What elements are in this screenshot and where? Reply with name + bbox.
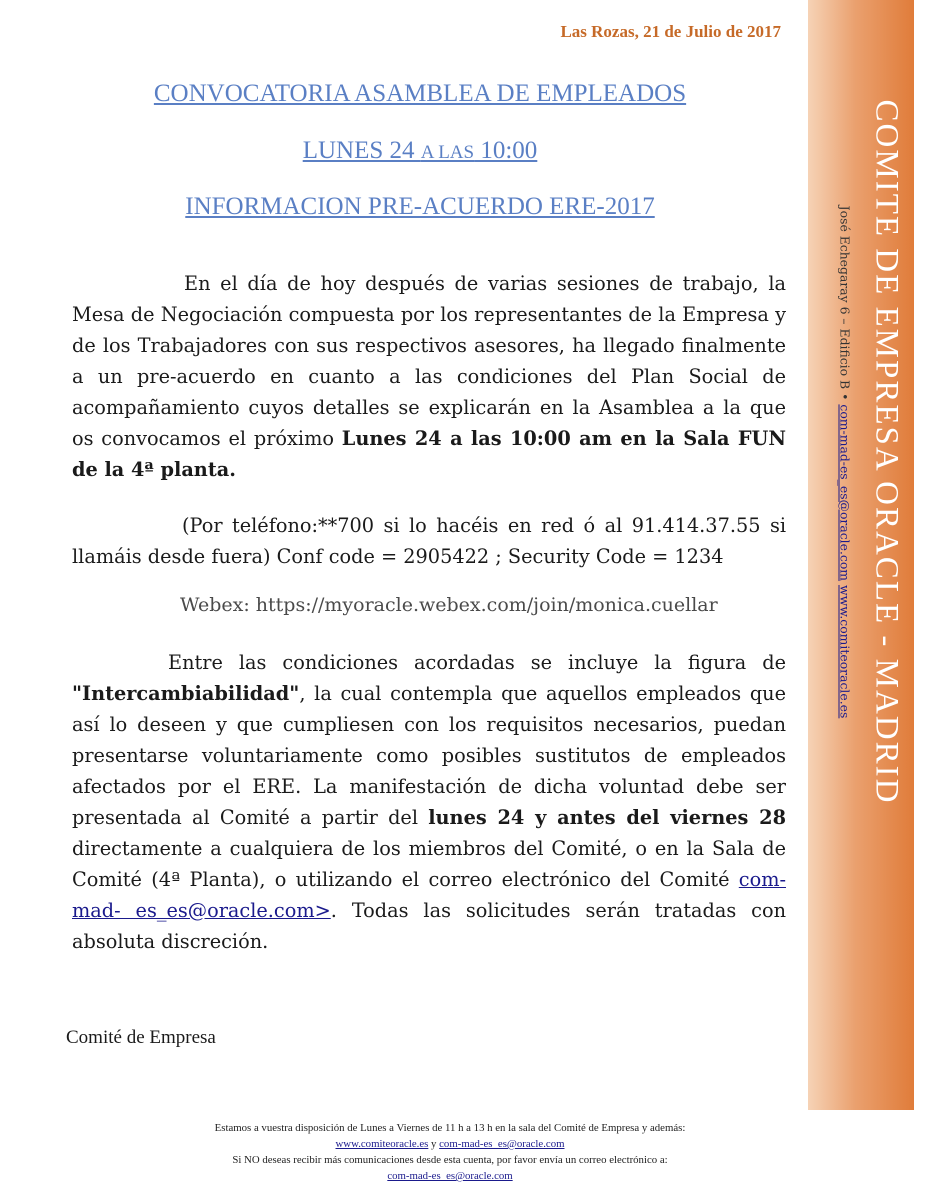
footer-unsubscribe: Si NO deseas recibir más comunicaciones desde esta cuenta, por favor envía un correo electrónico a: <box>232 1154 668 1166</box>
paragraph-agreement <box>72 268 786 485</box>
heading-convocatoria: CONVOCATORIA ASAMBLEA DE EMPLEADOS <box>153 80 687 107</box>
bullet-separator: • <box>837 393 853 401</box>
footer-website-link[interactable]: www.comiteoracle.es <box>335 1138 429 1150</box>
signature: Comité de Empresa <box>66 1027 216 1048</box>
sidebar-contact <box>838 206 853 719</box>
committee-email-link[interactable]: com-mad- es_es@oracle.com> <box>72 868 786 922</box>
sidebar-website-link[interactable]: www.comiteoracle.es <box>837 584 853 719</box>
heading-day: LUNES 24 <box>302 137 421 164</box>
document-date: Las Rozas, 21 de Julio de 2017 <box>560 22 781 41</box>
p3-text-d: . Todas las solicitudes serán tratadas con absoluta discreción. <box>72 899 786 953</box>
footer-availability: Estamos a vuestra disposición de Lunes a Viernes de 11 h a 13 h en la sala del Comité de Empresa y además: <box>214 1122 686 1134</box>
p3-bold-dates: lunes 24 y antes del viernes 28 <box>428 806 786 829</box>
committee-title: COMITE DE EMPRESA ORACLE - MADRID <box>868 99 905 805</box>
footer-conjunction: y <box>428 1138 440 1150</box>
footer-email-link[interactable]: com-mad-es_es@oracle.com <box>439 1138 565 1150</box>
paragraph-phone: (Por teléfono:**700 si lo hacéis en red ó al 91.414.37.55 si llamáis desde fuera) Conf code = 2905422 ; Security Code = 1234 <box>72 514 786 568</box>
footer-unsubscribe-email-wrap <box>50 1168 850 1184</box>
p3-text-a: Entre las condiciones acordadas se incluye la figura de <box>168 651 786 674</box>
meeting-details: Lunes 24 a las 10:00 am en la Sala FUN de la 4ª planta. <box>72 427 786 481</box>
footer <box>50 1120 850 1184</box>
heading-hour: 10:00 <box>474 137 538 164</box>
webex-link[interactable]: Webex: https://myoracle.webex.com/join/monica.cuellar <box>180 594 718 616</box>
paragraph-interchangeability <box>72 647 786 957</box>
address-text: José Echegaray 6 – Edificio B <box>837 205 853 390</box>
heading-info: INFORMACION PRE-ACUERDO ERE-2017 <box>185 193 655 220</box>
sidebar-email-link[interactable]: com-mad-es_es@oracle.com <box>837 404 853 582</box>
p3-text-c: directamente a cualquiera de los miembros del Comité, o en la Sala de Comité (4ª Planta), o utilizando el correo electrónico del Comité <box>72 837 786 891</box>
heading-connector: A LAS <box>420 142 475 163</box>
footer-links <box>50 1136 850 1152</box>
footer-unsubscribe-email[interactable]: com-mad-es_es@oracle.com <box>387 1170 513 1182</box>
p3-bold-term: "Intercambiabilidad" <box>72 682 300 705</box>
p3-text-b: , la cual contempla que aquellos empleados que así lo deseen y que cumpliesen con los requisitos necesarios, puedan presentarse voluntariamente como posibles sustitutos de empleados afectados por el ERE. La manifestación de dicha voluntad debe ser presentada al Comité a partir del <box>72 682 786 829</box>
paragraph-agreement-text: En el día de hoy después de varias sesiones de trabajo, la Mesa de Negociación compuesta por los representantes de la Empresa y de los Trabajadores con sus respectivos asesores, ha llegado finalmente a un pre-acuerdo en cuanto a las condiciones del Plan Social de acompañamiento cuyos detalles se explicarán en la Asamblea a la que os convocamos el próximo <box>72 272 786 450</box>
heading-meeting-time <box>30 137 810 165</box>
